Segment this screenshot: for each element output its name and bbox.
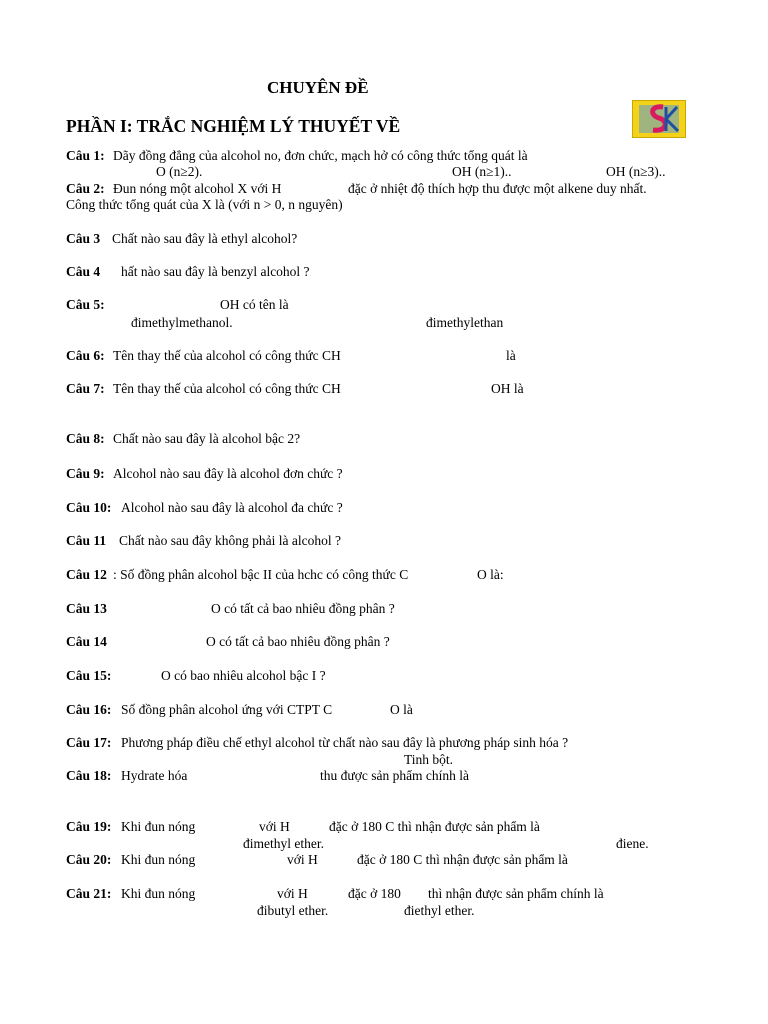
- question-number: Câu 21:: [66, 886, 112, 901]
- question-text: Hydrate hóa: [121, 768, 188, 783]
- question-number: Câu 11: [66, 533, 107, 548]
- question-text: hất nào sau đây là benzyl alcohol ?: [121, 264, 310, 279]
- question-number: Câu 7:: [66, 381, 105, 396]
- question-text: là: [506, 348, 516, 363]
- question-number: Câu 3: [66, 231, 101, 246]
- question-number: Câu 10:: [66, 500, 112, 515]
- question-number: Câu 1:: [66, 148, 105, 163]
- question-text: với H: [259, 819, 290, 834]
- question-text: Alcohol nào sau đây là alcohol đa chức ?: [121, 500, 343, 515]
- question-number: Câu 15:: [66, 668, 112, 683]
- question-text: Chất nào sau đây là alcohol bậc 2?: [113, 431, 301, 446]
- question-number: Câu 4: [66, 264, 101, 279]
- answer-fragment: OH (n≥3)..: [606, 164, 666, 179]
- answer-fragment: đibutyl ether.: [257, 903, 329, 918]
- question-text: Alcohol nào sau đây là alcohol đơn chức ?: [113, 466, 343, 481]
- question-text: O có bao nhiêu alcohol bậc I ?: [161, 668, 326, 683]
- question-number: Câu 5:: [66, 297, 105, 312]
- question-number: Câu 19:: [66, 819, 112, 834]
- question-text: O là:: [477, 567, 504, 582]
- answer-fragment: OH (n≥1)..: [452, 164, 512, 179]
- answer-fragment: điene.: [616, 836, 649, 851]
- question-text: đặc ở nhiệt độ thích hợp thu được một alkene duy nhất.: [348, 181, 647, 196]
- question-text: thì nhận được sản phẩm chính là: [428, 886, 604, 901]
- question-text: Chất nào sau đây là ethyl alcohol?: [112, 231, 298, 246]
- question-text: đặc ở 180 C thì nhận được sản phẩm là: [329, 819, 540, 834]
- question-number: Câu 13: [66, 601, 107, 616]
- question-number: Câu 12: [66, 567, 107, 582]
- question-text: OH là: [491, 381, 524, 396]
- question-text: với H: [287, 852, 318, 867]
- question-text: Số đồng phân alcohol ứng với CTPT C: [121, 702, 333, 717]
- question-text: Khi đun nóng: [121, 819, 196, 834]
- answer-fragment: O (n≥2).: [156, 164, 203, 179]
- question-text: O là: [390, 702, 413, 717]
- question-text: O có tất cả bao nhiêu đồng phân ?: [211, 601, 395, 616]
- question-number: Câu 20:: [66, 852, 112, 867]
- question-text: O có tất cả bao nhiêu đồng phân ?: [206, 634, 390, 649]
- question-number: Câu 16:: [66, 702, 112, 717]
- question-number: Câu 17:: [66, 735, 112, 750]
- question-text: : Số đồng phân alcohol bậc II của hchc có công thức C: [113, 567, 409, 582]
- answer-fragment: điethyl ether.: [404, 903, 475, 918]
- question-number: Câu 6:: [66, 348, 105, 363]
- question-text: Đun nóng một alcohol X với H: [113, 181, 282, 196]
- answer-fragment: đimethylmethanol.: [131, 315, 233, 330]
- question-text: Dãy đồng đẳng của alcohol no, đơn chức, mạch hở có công thức tổng quát là: [113, 148, 528, 163]
- question-text: Tên thay thế của alcohol có công thức CH: [113, 381, 341, 396]
- question-text: Phương pháp điều chế ethyl alcohol từ chất nào sau đây là phương pháp sinh hóa ?: [121, 735, 569, 750]
- question-text: với H: [277, 886, 308, 901]
- question-text: Khi đun nóng: [121, 886, 196, 901]
- sk-logo-icon: [632, 100, 686, 138]
- question-number: Câu 2:: [66, 181, 105, 196]
- answer-fragment: đimethylethan: [426, 315, 504, 330]
- answer-fragment: đimethyl ether.: [243, 836, 324, 851]
- question-number: Câu 18:: [66, 768, 112, 783]
- answer-fragment: Tinh bột.: [404, 752, 454, 767]
- question-text: thu được sản phẩm chính là: [320, 768, 470, 783]
- question-text: Khi đun nóng: [121, 852, 196, 867]
- question-number: Câu 8:: [66, 431, 105, 446]
- question-number: Câu 14: [66, 634, 107, 649]
- doc-title: CHUYÊN ĐỀ: [267, 78, 369, 97]
- question-text: Chất nào sau đây không phải là alcohol ?: [119, 533, 341, 548]
- question-text: Tên thay thế của alcohol có công thức CH: [113, 348, 341, 363]
- question-text: đặc ở 180: [348, 886, 401, 901]
- question-number: Câu 9:: [66, 466, 105, 481]
- question-text: đặc ở 180 C thì nhận được sản phẩm là: [357, 852, 568, 867]
- part-title: PHẦN I: TRẮC NGHIỆM LÝ THUYẾT VỀ: [66, 116, 401, 136]
- question-text: OH có tên là: [220, 297, 289, 312]
- question-text: Công thức tổng quát của X là (với n > 0, n nguyên): [66, 197, 343, 212]
